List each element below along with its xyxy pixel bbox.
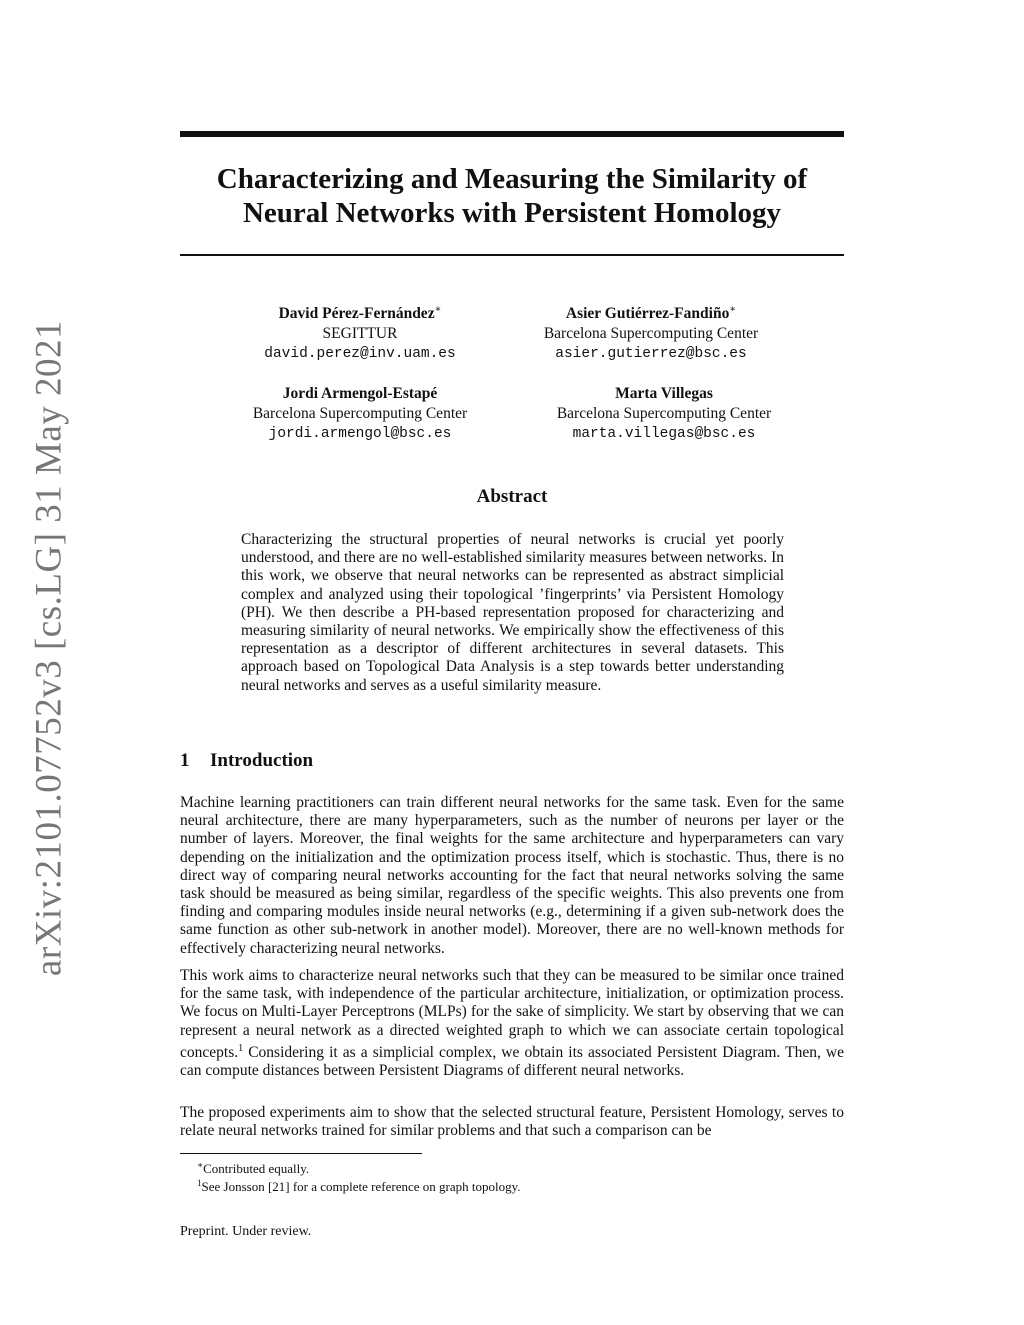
author-affiliation: SEGITTUR — [322, 325, 398, 342]
title-line-1: Characterizing and Measuring the Similarity of — [216, 163, 808, 195]
author-email: marta.villegas@bsc.es — [572, 426, 756, 442]
equal-contribution-mark: ∗ — [729, 304, 737, 315]
author-block — [501, 300, 801, 364]
author-block — [514, 384, 814, 444]
paper-title — [180, 162, 844, 230]
author-affiliation: Barcelona Supercomputing Center — [252, 405, 468, 422]
title-top-rule — [180, 131, 844, 137]
author-name: Jordi Armengol-Estapé — [282, 385, 438, 402]
intro-paragraph-3: The proposed experiments aim to show that the selected structural feature, Persistent Homology, serves to relate neural networks trained for similar problems and that such a comparison can be — [180, 1104, 844, 1140]
author-email: david.perez@inv.uam.es — [264, 346, 456, 362]
intro-paragraph-1: Machine learning practitioners can train different neural networks for the same task. Even for the same neural architecture, there are many hyperparameters, such as the number of neurons per layer or the number of layers. Moreover, the final weights for the same architecture and hyperparameters can vary depending on the initialization and the optimization process itself, which is stochastic. Thus, there is no direct way of comparing neural networks accounting for the fact that neural networks solving the same task should be measured as being similar, regardless of the specific weights. This also prevents one from finding and comparing modules inside neural networks (e.g., determining if a given sub-network does the same function as other sub-network in another model). Moreover, there are no well-known methods for effectively characterizing neural networks. — [180, 794, 844, 957]
title-bottom-rule — [180, 254, 844, 256]
footnote-1: ∗Contributed equally. — [197, 1160, 310, 1176]
author-block — [210, 384, 510, 444]
author-block — [210, 300, 510, 364]
author-email: jordi.armengol@bsc.es — [268, 426, 452, 442]
abstract-heading: Abstract — [476, 486, 548, 507]
preprint-notice: Preprint. Under review. — [180, 1224, 312, 1239]
arxiv-sidebar-stamp: arXiv:2101.07752v3 [cs.LG] 31 May 2021 — [28, 319, 70, 977]
author-affiliation: Barcelona Supercomputing Center — [543, 325, 759, 342]
section-heading — [180, 750, 313, 772]
intro-paragraph-2: This work aims to characterize neural networks such that they can be measured to be similar once trained for the same task, with independence of the particular architecture, initialization, or optimization process. We focus on Multi-Layer Perceptrons (MLPs) for the sake of simplicity. We start by observing that we can represent a neural network as a directed weighted graph to which we can associate certain topological concepts.$^1$ Considering it as a simplicial complex, we obtain its associated Persistent Diagram. Then, we can compute distances between Persistent Diagrams of different neural networks. — [180, 967, 844, 1080]
footnote-rule — [180, 1153, 422, 1154]
author-name: Asier Gutiérrez-Fandiño∗ — [565, 304, 737, 322]
author-email: asier.gutierrez@bsc.es — [555, 346, 747, 362]
author-name: Marta Villegas — [615, 385, 713, 402]
abstract-text: Characterizing the structural properties of neural networks is crucial yet poorly understood, and there are no well-established similarity measures between networks. In this work, we observe that neural networks can be represented as abstract simplicial complex and analyzed using their topological ’fingerprints’ via Persistent Homology (PH). We then describe a PH-based representation proposed for characterizing and measuring similarity of neural networks. We empirically show the effectiveness of this representation as a descriptor of different architectures in several datasets. This approach based on Topological Data Analysis is a step towards better understanding neural networks and serves as a useful similarity measure. — [241, 531, 784, 694]
author-affiliation: Barcelona Supercomputing Center — [556, 405, 772, 422]
author-name: David Pérez-Fernández∗ — [278, 304, 442, 322]
equal-contribution-mark: ∗ — [434, 304, 442, 315]
title-line-2: Neural Networks with Persistent Homology — [242, 197, 782, 229]
section-number: 1 — [180, 750, 190, 771]
footnote-2: $^1$See Jonsson [21] for a complete reference on graph topology. — [197, 1178, 521, 1194]
footnote-ref: 1 — [238, 1042, 244, 1054]
section-title: Introduction — [210, 750, 314, 771]
